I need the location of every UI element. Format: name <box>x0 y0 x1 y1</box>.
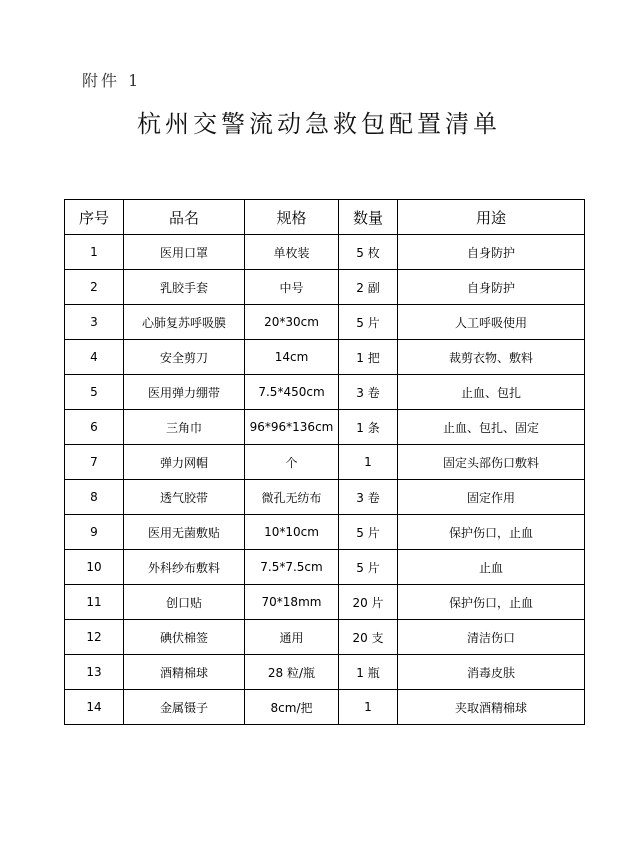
cell-qty: 5 片 <box>339 550 398 585</box>
cell-use: 止血 <box>398 550 585 585</box>
first-aid-kit-table <box>64 199 585 725</box>
cell-name: 三角巾 <box>124 410 245 445</box>
cell-use: 止血、包扎 <box>398 375 585 410</box>
cell-no: 1 <box>65 235 124 270</box>
cell-name: 医用无菌敷贴 <box>124 515 245 550</box>
cell-name: 心肺复苏呼吸膜 <box>124 305 245 340</box>
cell-qty: 1 瓶 <box>339 655 398 690</box>
header-use: 用途 <box>398 200 585 235</box>
table-row <box>65 655 585 690</box>
cell-qty: 5 片 <box>339 515 398 550</box>
table-row <box>65 340 585 375</box>
cell-no: 2 <box>65 270 124 305</box>
cell-spec: 70*18mm <box>245 585 339 620</box>
cell-no: 10 <box>65 550 124 585</box>
cell-qty: 1 <box>339 445 398 480</box>
cell-use: 裁剪衣物、敷料 <box>398 340 585 375</box>
header-name: 品名 <box>124 200 245 235</box>
table-row <box>65 270 585 305</box>
table-row <box>65 550 585 585</box>
cell-spec: 7.5*450cm <box>245 375 339 410</box>
cell-use: 夹取酒精棉球 <box>398 690 585 725</box>
table-row <box>65 480 585 515</box>
cell-qty: 2 副 <box>339 270 398 305</box>
cell-name: 安全剪刀 <box>124 340 245 375</box>
cell-name: 创口贴 <box>124 585 245 620</box>
cell-no: 6 <box>65 410 124 445</box>
header-spec: 规格 <box>245 200 339 235</box>
cell-no: 4 <box>65 340 124 375</box>
table-row <box>65 515 585 550</box>
cell-spec: 10*10cm <box>245 515 339 550</box>
cell-spec: 96*96*136cm <box>245 410 339 445</box>
table-row <box>65 445 585 480</box>
cell-use: 保护伤口，止血 <box>398 515 585 550</box>
cell-qty: 5 枚 <box>339 235 398 270</box>
cell-no: 14 <box>65 690 124 725</box>
cell-spec: 单枚装 <box>245 235 339 270</box>
attachment-label: 附件 1 <box>82 71 142 90</box>
cell-qty: 5 片 <box>339 305 398 340</box>
header-no: 序号 <box>65 200 124 235</box>
cell-use: 自身防护 <box>398 270 585 305</box>
cell-spec: 28 粒/瓶 <box>245 655 339 690</box>
cell-name: 乳胶手套 <box>124 270 245 305</box>
cell-spec: 14cm <box>245 340 339 375</box>
cell-spec: 通用 <box>245 620 339 655</box>
cell-use: 固定作用 <box>398 480 585 515</box>
cell-name: 透气胶带 <box>124 480 245 515</box>
table-row <box>65 305 585 340</box>
cell-qty: 20 片 <box>339 585 398 620</box>
cell-spec: 个 <box>245 445 339 480</box>
cell-spec: 中号 <box>245 270 339 305</box>
cell-qty: 3 卷 <box>339 375 398 410</box>
cell-qty: 1 把 <box>339 340 398 375</box>
cell-spec: 20*30cm <box>245 305 339 340</box>
table-header-row <box>65 200 585 235</box>
cell-use: 清洁伤口 <box>398 620 585 655</box>
cell-use: 保护伤口，止血 <box>398 585 585 620</box>
cell-no: 8 <box>65 480 124 515</box>
table-row <box>65 235 585 270</box>
document-title: 杭州交警流动急救包配置清单 <box>137 110 501 138</box>
table-row <box>65 375 585 410</box>
cell-spec: 7.5*7.5cm <box>245 550 339 585</box>
cell-no: 3 <box>65 305 124 340</box>
table-row <box>65 690 585 725</box>
cell-spec: 8cm/把 <box>245 690 339 725</box>
cell-no: 7 <box>65 445 124 480</box>
table-row <box>65 410 585 445</box>
cell-no: 13 <box>65 655 124 690</box>
cell-qty: 1 <box>339 690 398 725</box>
cell-qty: 20 支 <box>339 620 398 655</box>
cell-use: 固定头部伤口敷料 <box>398 445 585 480</box>
cell-name: 医用弹力绷带 <box>124 375 245 410</box>
table-row <box>65 585 585 620</box>
cell-qty: 3 卷 <box>339 480 398 515</box>
cell-name: 碘伏棉签 <box>124 620 245 655</box>
cell-spec: 微孔无纺布 <box>245 480 339 515</box>
cell-no: 11 <box>65 585 124 620</box>
cell-qty: 1 条 <box>339 410 398 445</box>
cell-name: 医用口罩 <box>124 235 245 270</box>
cell-no: 9 <box>65 515 124 550</box>
cell-name: 外科纱布敷料 <box>124 550 245 585</box>
cell-name: 弹力网帽 <box>124 445 245 480</box>
header-qty: 数量 <box>339 200 398 235</box>
cell-use: 人工呼吸使用 <box>398 305 585 340</box>
table-row <box>65 620 585 655</box>
cell-use: 自身防护 <box>398 235 585 270</box>
cell-name: 金属镊子 <box>124 690 245 725</box>
cell-use: 止血、包扎、固定 <box>398 410 585 445</box>
cell-use: 消毒皮肤 <box>398 655 585 690</box>
cell-no: 5 <box>65 375 124 410</box>
cell-no: 12 <box>65 620 124 655</box>
cell-name: 酒精棉球 <box>124 655 245 690</box>
